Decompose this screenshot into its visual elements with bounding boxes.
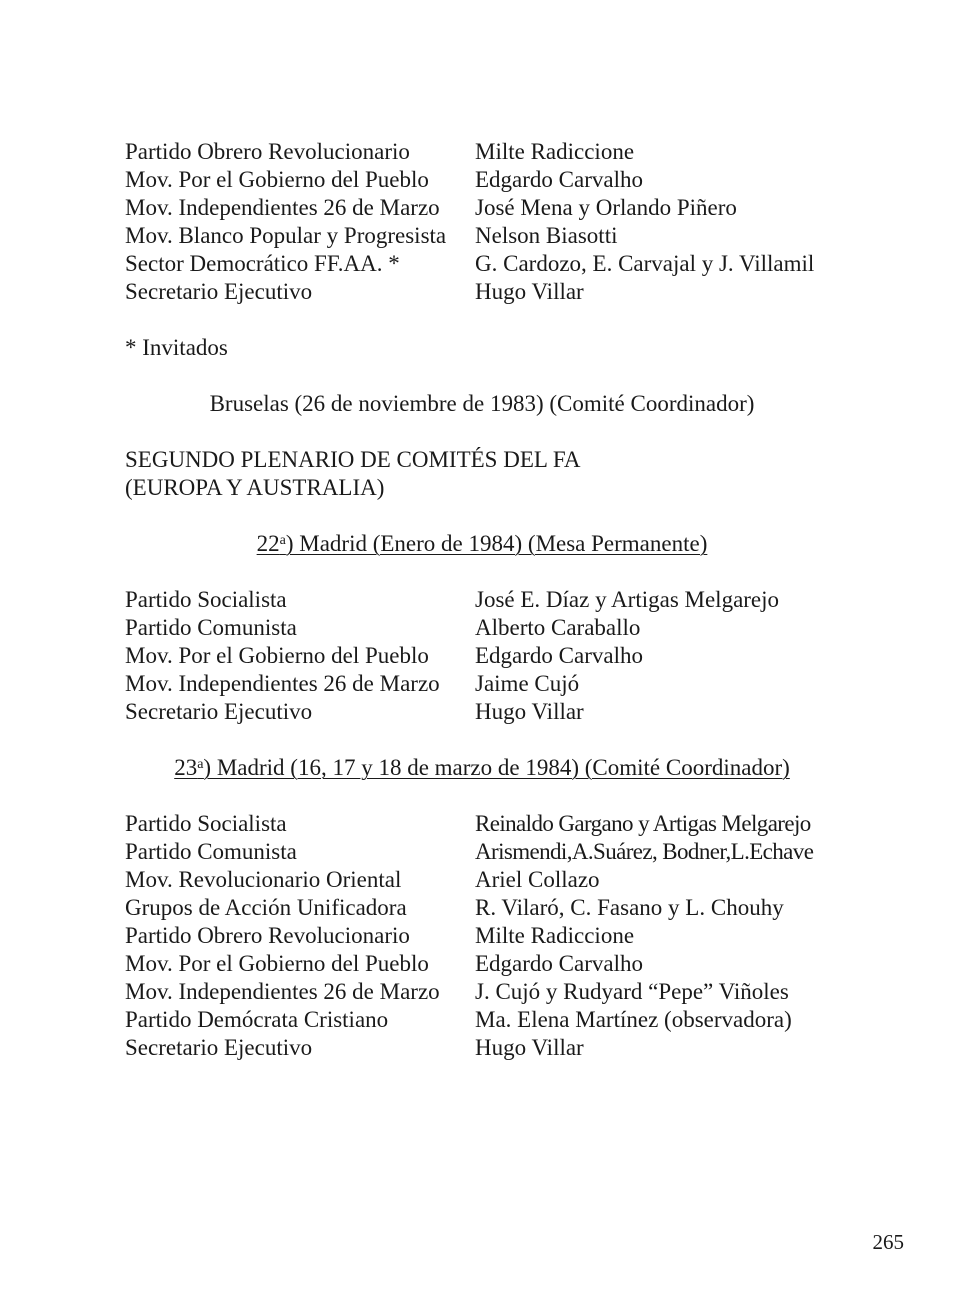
section-22-heading <box>0 530 964 558</box>
member-names: J. Cujó y Rudyard “Pepe” Viñoles <box>475 979 789 1004</box>
member-names: Ariel Collazo <box>475 867 600 892</box>
list-item <box>125 978 845 1006</box>
footnote-invitados: * Invitados <box>125 335 228 360</box>
list-item <box>125 1034 845 1062</box>
plenario-title-line2: (EUROPA Y AUSTRALIA) <box>125 475 385 500</box>
member-names: Nelson Biasotti <box>475 223 618 248</box>
organization-name: Mov. Independientes 26 de Marzo <box>125 195 440 220</box>
member-names: Hugo Villar <box>475 1035 584 1060</box>
member-names: José E. Díaz y Artigas Melgarejo <box>475 587 780 612</box>
members-list-23 <box>125 810 845 1062</box>
member-names: Hugo Villar <box>475 699 584 724</box>
organization-name: Mov. Revolucionario Oriental <box>125 867 402 892</box>
bruselas-heading: Bruselas (26 de noviembre de 1983) (Comité Coordinador) <box>209 391 755 416</box>
list-item <box>125 866 845 894</box>
organization-name: Partido Demócrata Cristiano <box>125 1007 389 1032</box>
list-item <box>125 614 845 642</box>
list-item <box>125 698 845 726</box>
organization-name: Mov. Por el Gobierno del Pueblo <box>125 643 429 668</box>
list-item <box>125 810 845 838</box>
list-item <box>125 642 845 670</box>
heading-number: 23 <box>174 755 198 780</box>
member-names: Milte Radiccione <box>475 139 635 164</box>
heading-title: ) Madrid (16, 17 y 18 de marzo de 1984) (Comité Coordinador) <box>203 755 790 780</box>
member-names: Hugo Villar <box>475 279 584 304</box>
list-item <box>125 222 845 250</box>
organization-name: Partido Obrero Revolucionario <box>125 923 410 948</box>
organization-name: Mov. Independientes 26 de Marzo <box>125 979 440 1004</box>
member-names: Edgardo Carvalho <box>475 167 643 192</box>
organization-name: Partido Socialista <box>125 587 287 612</box>
organization-name: Partido Socialista <box>125 811 287 836</box>
organization-name: Mov. Independientes 26 de Marzo <box>125 671 440 696</box>
member-names: R. Vilaró, C. Fasano y L. Chouhy <box>475 895 784 920</box>
heading-superscript: a <box>197 757 204 772</box>
member-names: Edgardo Carvalho <box>475 951 643 976</box>
organization-name: Mov. Blanco Popular y Progresista <box>125 223 447 248</box>
organization-name: Partido Comunista <box>125 615 297 640</box>
organization-name: Secretario Ejecutivo <box>125 279 313 304</box>
list-item <box>125 278 845 306</box>
member-names: Reinaldo Gargano y Artigas Melgarejo <box>475 811 811 836</box>
list-item <box>125 670 845 698</box>
member-names: Arismendi,A.Suárez, Bodner,L.Echave <box>475 839 814 864</box>
member-names: Ma. Elena Martínez (observadora) <box>475 1007 792 1032</box>
heading-title: ) Madrid (Enero de 1984) (Mesa Permanente) <box>285 531 708 556</box>
members-list-top <box>125 138 845 306</box>
organization-name: Secretario Ejecutivo <box>125 1035 313 1060</box>
organization-name: Mov. Por el Gobierno del Pueblo <box>125 167 429 192</box>
organization-name: Partido Obrero Revolucionario <box>125 139 410 164</box>
organization-name: Secretario Ejecutivo <box>125 699 313 724</box>
organization-name: Grupos de Acción Unificadora <box>125 895 407 920</box>
section-23-heading-text <box>174 754 790 782</box>
plenario-title-line1: SEGUNDO PLENARIO DE COMITÉS DEL FA <box>125 447 581 472</box>
list-item <box>125 250 845 278</box>
list-item <box>125 950 845 978</box>
member-names: Alberto Caraballo <box>475 615 641 640</box>
organization-name: Sector Democrático FF.AA. * <box>125 251 400 276</box>
list-item <box>125 1006 845 1034</box>
member-names: Milte Radiccione <box>475 923 635 948</box>
list-item <box>125 166 845 194</box>
member-names: José Mena y Orlando Piñero <box>475 195 737 220</box>
list-item <box>125 838 845 866</box>
section-22-heading-text <box>257 530 708 558</box>
list-item <box>125 138 845 166</box>
member-names: Edgardo Carvalho <box>475 643 643 668</box>
page-number: 265 <box>872 1230 904 1254</box>
member-names: Jaime Cujó <box>475 671 580 696</box>
list-item <box>125 586 845 614</box>
list-item <box>125 894 845 922</box>
organization-name: Partido Comunista <box>125 839 297 864</box>
organization-name: Mov. Por el Gobierno del Pueblo <box>125 951 429 976</box>
list-item <box>125 922 845 950</box>
list-item <box>125 194 845 222</box>
heading-number: 22 <box>256 531 280 556</box>
heading-superscript: a <box>279 533 286 548</box>
members-list-22 <box>125 586 845 726</box>
member-names: G. Cardozo, E. Carvajal y J. Villamil <box>475 251 815 276</box>
section-23-heading <box>0 754 964 782</box>
